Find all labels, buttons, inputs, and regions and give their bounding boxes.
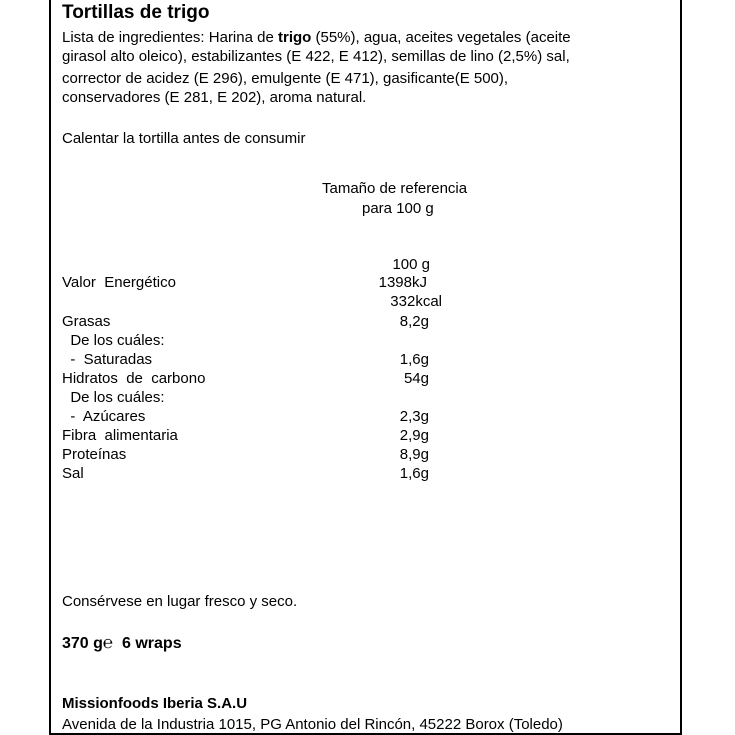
nutrition-value: 1398kJ [378,274,427,291]
ingredients-line-1 [62,28,571,47]
nutrition-value: 332kcal [390,293,442,310]
nutrition-label: Grasas [62,313,111,330]
ingredients-line-2: girasol alto oleico), estabilizantes (E 422, E 412), semillas de lino (2,5%) sal, [62,48,570,65]
storage-instructions: Consérvese en lugar fresco y seco. [62,593,298,610]
nutrition-value: 1,6g [399,351,429,368]
nutrition-label: - Saturadas [62,351,153,368]
nutrition-row [62,427,482,446]
column-header-value: 100 g [392,256,430,273]
nutrition-label: Hidratos de carbono [62,370,206,387]
preparation-instructions: Calentar la tortilla antes de consumir [62,130,306,147]
company-address: Avenida de la Industria 1015, PG Antonio del Rincón, 45222 Borox (Toledo) [62,716,563,733]
reference-size-line-1: Tamaño de referencia [322,180,468,197]
nutrition-value: 2,9g [399,427,429,444]
nutrition-row [62,389,482,408]
unit-count: 6 wraps [122,635,182,652]
nutrition-value: 1,6g [399,465,429,482]
nutrition-row [62,293,482,312]
company-name: Missionfoods Iberia S.A.U [62,695,248,712]
ingredients-line-3: corrector de acidez (E 296), emulgente (E 471), gasificante(E 500), [62,70,509,87]
product-title: Tortillas de trigo [62,2,210,23]
ingredients-allergen: trigo [277,29,312,46]
nutrition-label: Proteínas [62,446,127,463]
ingredients-line-4: conservadores (E 281, E 202), aroma natural. [62,89,367,106]
nutrition-row [62,465,482,484]
nutrition-row [62,370,482,389]
nutrition-label: De los cuáles: [62,389,165,406]
nutrition-label: Sal [62,465,84,482]
nutrition-value: 2,3g [399,408,429,425]
nutrition-label: Valor Energético [62,274,176,291]
nutrition-row [62,332,482,351]
nutrition-row [62,313,482,332]
nutrition-label: - Azúcares [62,408,146,425]
estimated-sign-icon: ℮ [102,633,114,652]
nutrition-column-header [62,256,482,275]
reference-size-line-2: para 100 g [362,200,434,217]
nutrition-row [62,446,482,465]
net-weight: 370 g [62,635,103,652]
nutrition-label: Fibra alimentaria [62,427,178,444]
nutrition-row [62,274,482,293]
nutrition-value: 8,2g [399,313,429,330]
ingredients-suffix: (55%), agua, aceites vegetales (aceite [311,29,571,46]
nutrition-value: 54g [403,370,429,387]
nutrition-row [62,408,482,427]
nutrition-label: De los cuáles: [62,332,165,349]
nutrition-value: 8,9g [399,446,429,463]
nutrition-row [62,351,482,370]
net-quantity [62,633,182,653]
ingredients-prefix: Lista de ingredientes: Harina de [62,29,278,46]
